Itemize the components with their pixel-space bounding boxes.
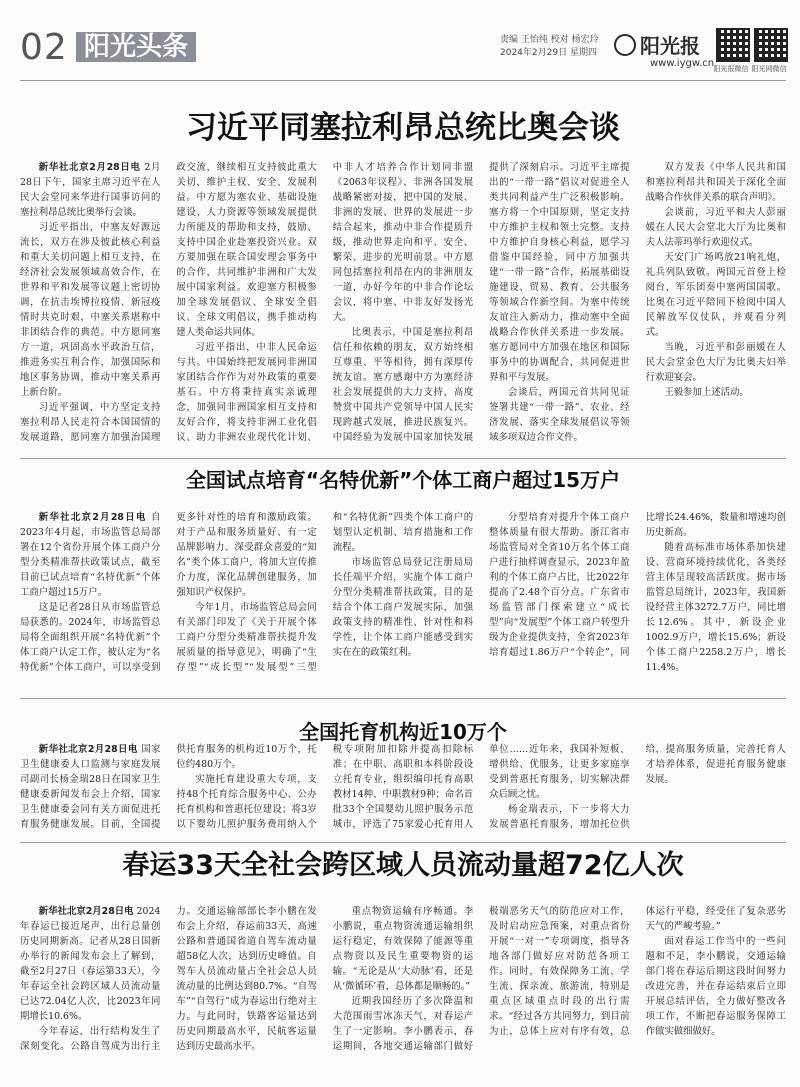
article-paragraph: 重点物资运输有序畅通。李小鹏说，重点物资流通运输组织运行稳定，有效保障了能源等重点物资以及民生重要物资的运输。“无论是从‘大动脉’看，还是从‘微循环’看，总体都是顺畅的。” <box>332 906 474 992</box>
section-title: 阳光头条 <box>76 32 196 62</box>
article-headline: 全国托育机构近10万个 <box>299 720 507 744</box>
article-paragraph: 当晚，习近平和彭丽媛在人民大会堂金色大厅为比奥夫妇举行欢迎宴会。 <box>645 342 786 383</box>
article-paragraph: 随着高标准市场体系加快建设、营商环境持续优化，各类经营主体呈现较高活跃度。据市场监管总局统计，2023年，我国新设经营主体3272.7万户，同比增长12.6%。其中，新设企业1002.9万户，增长15.6%；新设个体工商户2258.2万户，增长11.4%。 <box>645 542 786 673</box>
qr-code-icon <box>754 28 788 62</box>
paper-logo <box>614 30 700 59</box>
section-divider <box>20 698 786 699</box>
article-body <box>20 160 786 452</box>
dateline: 新华社北京2月28日电 <box>38 906 134 917</box>
article-paragraph: 会谈前，习近平和夫人彭丽媛在人民大会堂北大厅为比奥和夫人法蒂玛举行欢迎仪式。 <box>645 207 786 248</box>
article-headline: 春运33天全社会跨区域人员流动量超72亿人次 <box>122 850 684 881</box>
article-paragraph: 今年1月，市场监管总局会同有关部门印发了《关于开展个体工商户分型分类精准帮扶提升发展质量的指导意见》，明确了“生存型”“成长型”“发展型”三型和“名特优新”四类个体工商户的划型认定机制、培育措施和工作流程。 <box>176 512 474 673</box>
section-divider <box>20 458 786 459</box>
article-paragraph: 今年春运，出行结构发生了深刻变化。公路自驾成为出行主力。交通运输部部长李小鹏在发布会上介绍，春运前33天，高速公路和普通国省道自驾车流动量超58亿人次，达到历史峰值。自驾车人员流动量占全社会总人员流动量的比例达到80.7%。“自驾车”“自驾行”成为春运出行绝对主力。与此同时，铁路客运量达到历史同期最高水平，民航客运量达到历史最高水平。 <box>20 906 317 1052</box>
dateline: 新华社北京2月28日电 <box>38 162 141 173</box>
qr-caption-1: 阳光报微信 <box>713 65 749 73</box>
article-paragraph: 新华社北京2月28日电 2月28日下午，国家主席习近平在人民大会堂同来华进行国事访问的塞拉利昂总统比奥举行会谈。 <box>20 162 161 218</box>
article-paragraph: 新华社北京2月28日电 国家卫生健康委人口监测与家庭发展司副司长杨金瑞28日在国家卫生健康委新闻发布会上介绍，国家卫生健康委会同有关方面促进托育服务健康发展。目前，全国提供托育服务的机构近10万个，托位约480万个。 <box>20 744 317 830</box>
article-paragraph: 面对春运工作当中的一些问题和不足，李小鹏说，交通运输部门将在春运后期这段时间努力改进完善，并在春运结束后立即开展总结评估，全力做好整改各项工作，不断把春运服务保障工作做实做细做好。 <box>645 936 786 1037</box>
article-paragraph: 新华社北京2月28日电 2024年春运已接近尾声，出行总量创历史同期新高。记者从28日国新办举行的新闻发布会上了解到，截至2月27日（春运第33天），今年春运全社会跨区域人员流动量已达72.04亿人次，比2023年同期增长10.6%。 <box>20 906 161 1022</box>
article-paragraph: 会谈后，两国元首共同见证签署共建“一带一路”、农业、经济发展、落实全球发展倡议等领域多项双边合作文件。 <box>489 387 630 443</box>
article-paragraph: 比奥表示，中国是塞拉利昂信任和依赖的朋友，双方始终相互尊重、平等相待，拥有深厚传统友谊。塞方感谢中方为塞经济社会发展提供的大力支持，高度赞赏中国共产党领导中国人民实现跨越式发展，推进民族复兴。中国经验为发展中国家加快发展提供了深刻启示。习近平主席提出的“一带一路”倡议对促进全人类共同利益产生广泛积极影响。塞方将一个中国原则，坚定支持中方维护主权和领土完整。支持中方维护自身核心利益，愿学习借鉴中国经验，同中方加强共建“一带一路”合作，拓展基础设施建设、贸易、教育、公共服务等领域合作新空间。为塞中传统友谊注入新动力，推动塞中全面战略合作伙伴关系进一步发展。塞方愿同中方加强在地区和国际事务中的协调配合，共同促进世界和平与发展。 <box>332 162 630 443</box>
article-paragraph: 近期我国经历了多次降温和大范围雨雪冰冻天气，对春运产生了一定影响。李小鹏表示，春运期间，各地交通运输部门做好极端恶劣天气的防范应对工作，及时启动应急预案，对重点省份开展“一对一”专项调度，指导各地各部门做好应对防范各项工作。同时，有效保障务工流、学生流、探亲流、旅游流，特别是重点区域重点时段的出行需求。“经过各方共同努力，到目前为止，总体上应对有序有效，总体运行平稳，经受住了复杂恶劣天气的严峻考验。” <box>332 906 786 1052</box>
editors-line: 责编 王怡纯 校对 杨宏玲 <box>500 35 599 45</box>
article-paragraph: 实施托育建设重大专项，支持48个托育综合服务中心、公办托育机构和普惠托位建设；将3岁以下婴幼儿照护服务费用纳入个税专项附加扣除并提高扣除标准；在中职、高职和本科阶段设立托育专业，组织编印托育高职教材14种、中职教材9种；命名首批33个全国婴幼儿照护服务示范城市，评选了75家爱心托育用人单位……近年来，我国补短板、增供给、优服务，让更多家庭享受到普惠托育服务，切实解决群众后顾之忧。 <box>176 744 630 830</box>
article-paragraph: 习近平指出，中非人民命运与共。中国始终把发展同非洲国家团结合作作为对外政策的重要基石。中方将秉持真实亲诚理念，加强同非洲国家相互支持和友好合作，将支持非洲工业化倡议、助力非洲农业现代化计划、中非人才培养合作计划同非盟《2063年议程》、非洲各国发展战略紧密对接，把中国的发展、非洲的发展、世界的发展进一步结合起来，推动中非合作提质升级，推动世界走向和平、安全、繁荣、进步的光明前景。中方愿同包括塞拉利昂在内的非洲朋友一道，办好今年的中非合作论坛会议，将中塞、中非友好发扬光大。 <box>176 162 474 443</box>
article-paragraph: 市场监管总局登记注册局局长任端平介绍，实施个体工商户分型分类精准帮扶政策，目的是结合个体工商户发展实际，加强政策支持的精准性、针对性和科学性，让个体工商户能感受到实实在在的政策红利。 <box>332 557 474 658</box>
article-body <box>20 904 786 1082</box>
article-paragraph: 习近平强调，中方坚定支持塞拉利昂人民走符合本国国情的发展道路，愿同塞方加强治国理政交流，继续相互支持彼此重大关切，维护主权、安全、发展利益。中方愿为塞农业、基础设施建设、人力资源等领域发展提供力所能及的帮助和支持，鼓励、支持中国企业赴塞投资兴业。双方要加强在联合国安理会事务中的合作，共同维护非洲和广大发展中国家利益。欢迎塞方积极参加全球发展倡议、全球安全倡议、全球文明倡议，携手推动构建人类命运共同体。 <box>20 162 317 443</box>
article-paragraph: 分型培育对提升个体工商户整体质量有很大帮助。浙江省市场监管局对全省10万名个体工商户进行抽样调查显示，2023年盈利的个体工商户占比，比2022年提高了2.48个百分点。广东省市场监管部门探索建立“成长型”向“发展型”个体工商户转型升级为企业提供支持，全省2023年培育超过1.86万户“个转企”，同比增长24.46%，数量和增速均创历史新高。 <box>489 512 786 658</box>
dateline: 新华社北京2月28日电 <box>38 512 147 523</box>
article-paragraph: 杨金瑞表示，下一步将大力发展普惠托育服务，增加托位供给，提高服务质量，完善托育人才培养体系，促进托育服务健康发展。 <box>489 744 786 830</box>
article-headline: 习近平同塞拉利昂总统比奥会谈 <box>186 110 620 146</box>
article-headline: 全国试点培育“名特优新”个体工商户超过15万户 <box>185 468 621 492</box>
page-number: 02 <box>20 27 68 68</box>
article-paragraph: 天安门广场鸣放21响礼炮，礼兵列队致敬。两国元首登上检阅台，军乐团奏中塞两国国歌。比奥在习近平陪同下检阅中国人民解放军仪仗队，并观看分列式。 <box>645 252 786 338</box>
paper-name: 阳光报 <box>640 34 700 58</box>
article-paragraph: 王毅参加上述活动。 <box>664 387 749 398</box>
qr-caption-2: 阳光网微信 <box>751 65 787 73</box>
sun-logo-icon <box>614 34 636 56</box>
dateline: 新华社北京2月28日电 <box>38 744 138 755</box>
article-paragraph: 这是记者28日从市场监管总局获悉的。2024年，市场监管总局将全面组织开展“名特优新”个体工商户认定工作，被认定为“名特优新”个体工商户，可以享受到更多针对性的培育和激励政策。对于产品和服务质量好、有一定品牌影响力、深受群众喜爱的“知名”类个体工商户，将加大宣传推介力度，深化品牌创建服务，加强知识产权保护。 <box>20 512 317 673</box>
editor-credits <box>500 34 624 60</box>
qr-code-icon <box>716 28 750 62</box>
issue-date: 2024年2月29日 星期四 <box>500 48 597 58</box>
header-divider <box>20 80 786 81</box>
website-link[interactable]: www.iygw.cn <box>650 58 715 69</box>
section-divider <box>20 842 786 843</box>
article-body <box>20 510 786 690</box>
masthead <box>20 28 786 74</box>
article-paragraph: 双方发表《中华人民共和国和塞拉利昂共和国关于深化全面战略合作伙伴关系的联合声明》。 <box>645 162 786 203</box>
article-body <box>20 742 786 832</box>
article-paragraph: 习近平指出，中塞友好源远流长，双方在涉及彼此核心利益和重大关切问题上相互支持，在经济社会发展领域高效合作，在世界和平和发展等议题上密切协调，在抗击埃博拉疫情、新冠疫情时共克时艰，中塞关系堪称中非团结合作的典范。中方愿同塞方一道，巩固高水平政治互信，推进务实互利合作，加强国际和地区事务协调，推动中塞关系再上新台阶。 <box>20 222 161 398</box>
article-paragraph: 新华社北京2月28日电 自2023年4月起，市场监管总局部署在12个省份开展个体工商户分型分类精准帮扶政策试点，截至目前已试点培育“名特优新”个体工商户超过15万户。 <box>20 512 161 598</box>
